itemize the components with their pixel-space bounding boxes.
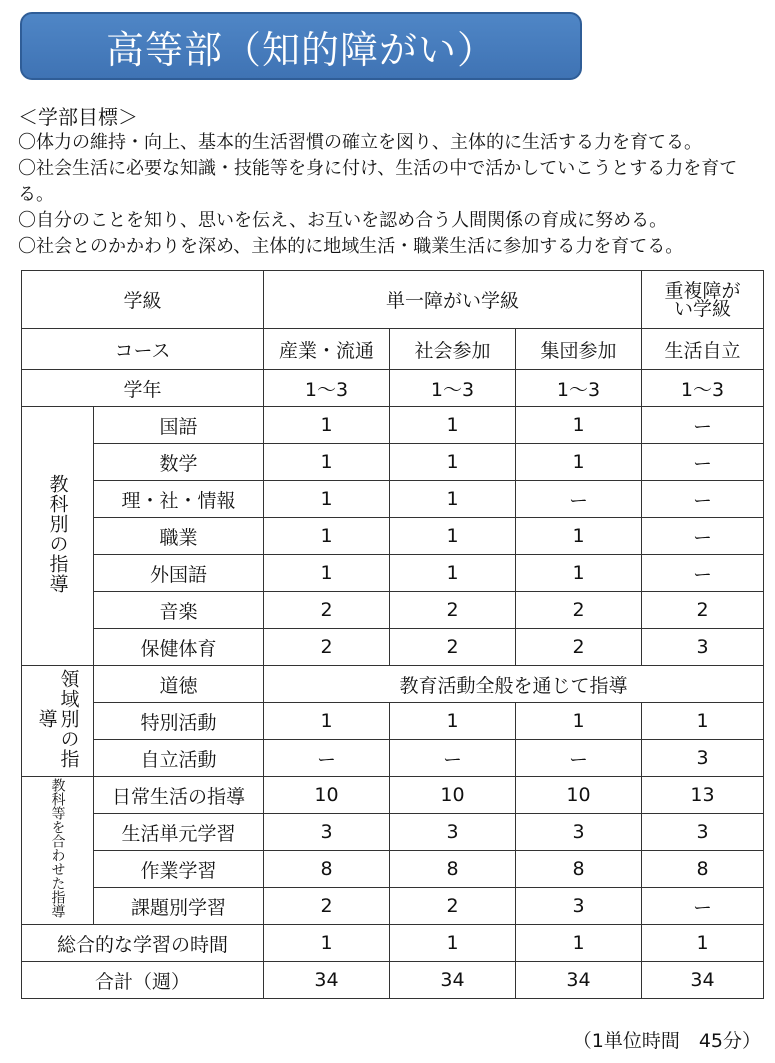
value-cell: 1 [516,703,642,740]
value-cell: ー [516,481,642,518]
subject-name: 作業学習 [94,851,264,888]
multi-class-text: 重複障がい学級 [664,279,741,320]
value-cell: 8 [390,851,516,888]
value-cell: ー [642,444,764,481]
value-cell: 1 [264,444,390,481]
subject-name: 音楽 [94,592,264,629]
grade-label: 学年 [22,370,264,407]
goal-item: 〇自分のことを知り、思いを伝え、お互いを認め合う人間関係の育成に努める。 [18,210,668,231]
value-cell: ー [642,407,764,444]
group-label-subjects [22,407,94,666]
group-label-text: 教科等を合わせた指導 [49,778,66,918]
value-cell: 1 [264,407,390,444]
subject-name: 道徳 [94,666,264,703]
value-cell: 1 [390,703,516,740]
group-label-domains [22,666,94,777]
value-cell: 1 [642,703,764,740]
subject-name: 職業 [94,518,264,555]
value-cell: 10 [390,777,516,814]
value-cell: ー [642,518,764,555]
subject-name: 保健体育 [94,629,264,666]
value-cell: 3 [642,629,764,666]
value-cell: 10 [516,777,642,814]
value-cell: 3 [516,814,642,851]
value-cell: 8 [264,851,390,888]
subject-name: 生活単元学習 [94,814,264,851]
grade-cell: 1～3 [642,370,764,407]
value-cell: 1 [390,444,516,481]
group-label-text: 領域別の指導 [35,668,80,769]
value-cell: 2 [264,592,390,629]
course-cell: 生活自立 [642,329,764,370]
multi-class-header [642,271,764,329]
value-cell: 1 [264,518,390,555]
integrated-study-label: 総合的な学習の時間 [22,925,264,962]
page-title: 高等部（知的障がい） [105,27,496,72]
value-cell: 2 [516,592,642,629]
goals-section [18,104,770,260]
total-cell: 34 [516,962,642,999]
grade-cell: 1～3 [264,370,390,407]
value-cell: 1 [516,407,642,444]
subject-name: 数学 [94,444,264,481]
value-cell: 3 [642,814,764,851]
subject-name: 自立活動 [94,740,264,777]
value-cell: ー [264,740,390,777]
value-cell: 1 [264,703,390,740]
value-cell: ー [516,740,642,777]
value-cell: 3 [642,740,764,777]
subject-name: 外国語 [94,555,264,592]
goal-item: 〇社会生活に必要な知識・技能等を身に付け、生活の中で活かしていこうとする力を育てる。 [18,158,738,205]
value-cell: 8 [516,851,642,888]
group-label-combined [22,777,94,925]
value-cell: 1 [642,925,764,962]
grade-cell: 1～3 [390,370,516,407]
value-cell: 2 [264,629,390,666]
value-cell: 3 [516,888,642,925]
subject-name: 特別活動 [94,703,264,740]
course-cell: 社会参加 [390,329,516,370]
goal-item: 〇体力の維持・向上、基本的生活習慣の確立を図り、主体的に生活する力を育てる。 [18,132,702,153]
value-cell: 1 [264,555,390,592]
total-cell: 34 [390,962,516,999]
value-cell: ー [390,740,516,777]
value-cell: 1 [390,481,516,518]
group-label-text: 教科別の指導 [46,473,69,594]
value-cell: 1 [516,444,642,481]
value-cell: 10 [264,777,390,814]
value-cell: 2 [390,629,516,666]
value-cell: 13 [642,777,764,814]
value-cell: 1 [390,925,516,962]
goal-item: 〇社会とのかかわりを深め、主体的に地域生活・職業生活に参加する力を育てる。 [18,236,684,257]
value-cell: 1 [390,555,516,592]
value-cell: ー [642,481,764,518]
subject-name: 課題別学習 [94,888,264,925]
course-cell: 産業・流通 [264,329,390,370]
value-cell: 3 [264,814,390,851]
subject-name: 国語 [94,407,264,444]
value-cell: 2 [264,888,390,925]
course-label: コース [22,329,264,370]
value-cell: 1 [264,481,390,518]
course-cell: 集団参加 [516,329,642,370]
class-label: 学級 [22,271,264,329]
merged-cell: 教育活動全般を通じて指導 [264,666,764,703]
total-cell: 34 [264,962,390,999]
goals-heading: ＜学部目標＞ [18,105,138,129]
value-cell: 8 [642,851,764,888]
title-banner [20,12,582,80]
value-cell: 2 [390,888,516,925]
value-cell: 1 [390,407,516,444]
value-cell: 2 [390,592,516,629]
curriculum-table [21,270,764,999]
unit-time-note: （1単位時間 45分） [572,1030,761,1052]
value-cell: 1 [516,925,642,962]
subject-name: 日常生活の指導 [94,777,264,814]
value-cell: 1 [264,925,390,962]
value-cell: 2 [642,592,764,629]
subject-name: 理・社・情報 [94,481,264,518]
value-cell: 3 [390,814,516,851]
grade-cell: 1～3 [516,370,642,407]
total-cell: 34 [642,962,764,999]
total-label: 合計（週） [22,962,264,999]
value-cell: ー [642,555,764,592]
value-cell: 1 [516,555,642,592]
value-cell: 1 [390,518,516,555]
value-cell: ー [642,888,764,925]
value-cell: 1 [516,518,642,555]
value-cell: 2 [516,629,642,666]
single-class-header: 単一障がい学級 [264,271,642,329]
